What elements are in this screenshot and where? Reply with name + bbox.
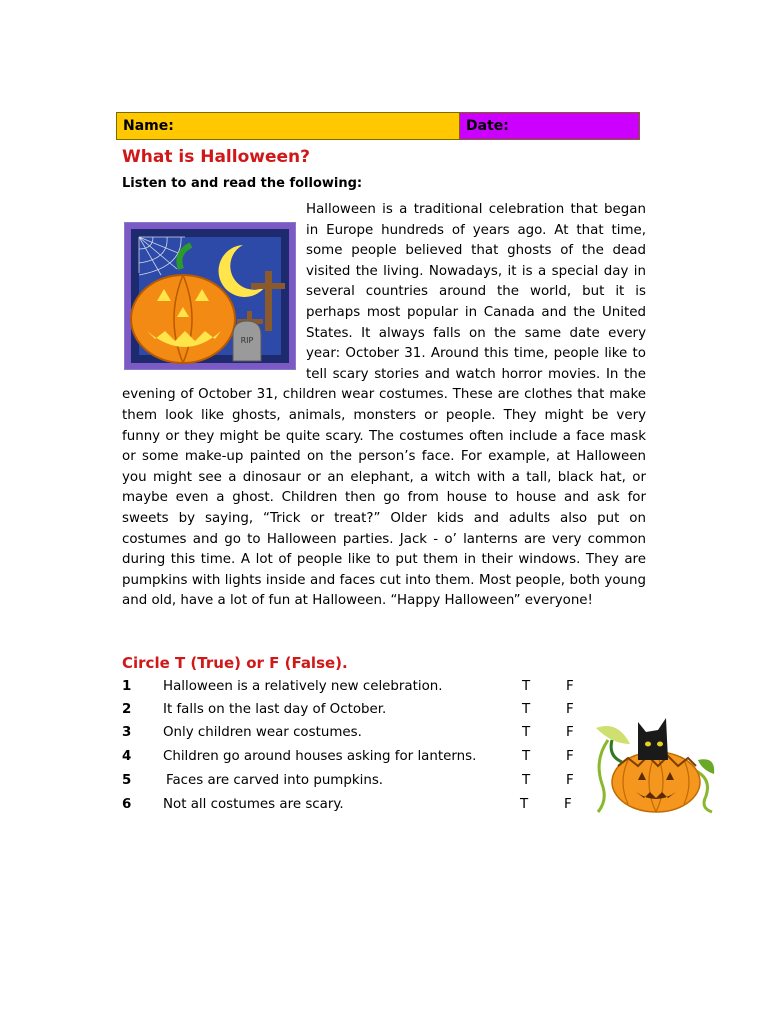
false-option[interactable]: F [566,702,574,717]
date-label: Date: [466,118,509,134]
true-option[interactable]: T [522,725,531,740]
question-row [122,702,582,722]
question-number: 6 [122,797,132,812]
question-row [122,797,582,817]
false-option[interactable]: F [566,773,574,788]
true-option[interactable]: T [522,749,531,764]
reading-text: Halloween is a traditional celebration that began in Europe hundreds of years ago. At that time, some people believed that ghosts of the dead visited the living. Nowadays, it is a special day in several countries around the world, but it is perhaps most popular in Canada and the United States. It always falls on the same date every year: October 31. Around this time, people like to tell scary stories and watch horror movies. In the evening of October 31, children wear costumes. These are clothes that make them look like ghosts, animals, monsters or people. They might be very funny or they might be quite scary. The costumes often include a face mask or some make-up painted on the person’s face. For example, at Halloween you might see a dinosaur or an elephant, a witch with a tall, black hat, or maybe even a ghost. Children then go from house to house and ask for sweets by saying, “Trick or treat?” Older kids and adults also put on costumes and go to Halloween parties. Jack - o’ lanterns are very common during this time. A lot of people like to put them in their windows. They are pumpkins with lights inside and faces cut into them. Most people, both young and old, have a lot of fun at Halloween. “Happy Halloween” everyone! [122,202,646,609]
false-option[interactable]: F [566,725,574,740]
question-row [122,679,582,699]
name-date-bar [116,112,640,140]
question-text: Not all costumes are scary. [163,797,344,812]
true-option[interactable]: T [522,679,531,694]
cat-in-pumpkin-illustration [588,700,718,818]
false-option[interactable]: F [566,749,574,764]
question-text: Halloween is a relatively new celebration. [163,679,443,694]
true-option[interactable]: T [522,702,531,717]
question-number: 3 [122,725,132,740]
question-number: 5 [122,773,132,788]
question-text: Children go around houses asking for lanterns. [163,749,477,764]
question-row [122,725,582,745]
question-number: 4 [122,749,132,764]
question-number: 2 [122,702,132,717]
question-text: It falls on the last day of October. [163,702,387,717]
name-label: Name: [123,118,174,134]
date-field[interactable] [460,113,639,139]
question-text: Only children wear costumes. [163,725,362,740]
exercise-title: Circle T (True) or F (False). [122,654,348,672]
true-option[interactable]: T [520,797,529,812]
question-row [122,773,582,793]
true-option[interactable]: T [522,773,531,788]
halloween-pumpkin-illustration [124,222,296,370]
page-title: What is Halloween? [122,147,310,167]
false-option[interactable]: F [564,797,572,812]
question-row [122,749,582,769]
question-number: 1 [122,679,132,694]
reading-passage [122,200,646,612]
false-option[interactable]: F [566,679,574,694]
tombstone-text: RIP [240,336,254,345]
instruction-text: Listen to and read the following: [122,176,363,191]
question-text: Faces are carved into pumpkins. [166,773,384,788]
name-field[interactable] [117,113,460,139]
